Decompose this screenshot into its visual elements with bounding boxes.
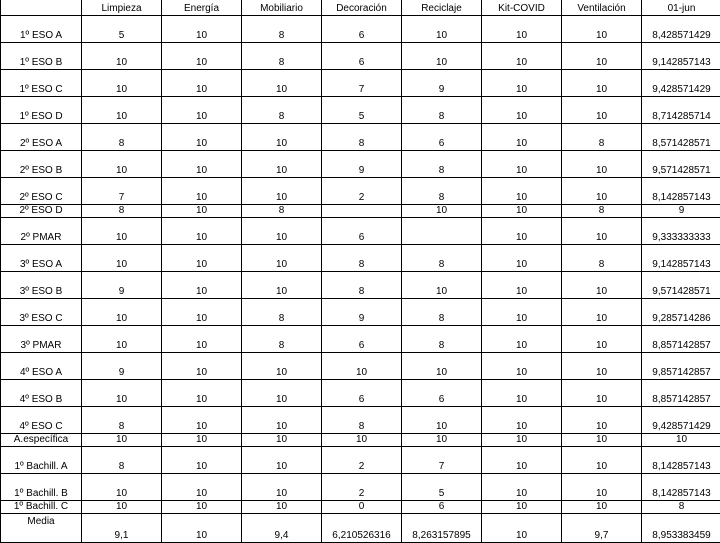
cell-reciclaje[interactable]: 8 (402, 245, 482, 272)
cell-reciclaje[interactable]: 9 (402, 70, 482, 97)
cell-ventilacion[interactable]: 10 (562, 151, 642, 178)
table-row (1, 124, 720, 151)
table-row (1, 326, 720, 353)
header-row (1, 0, 720, 16)
cell-energia[interactable]: 10 (162, 434, 242, 447)
row-label-cell[interactable]: 2º ESO B (1, 151, 82, 178)
cell-kit-covid[interactable]: 10 (482, 151, 562, 178)
cell-reciclaje[interactable]: 6 (402, 124, 482, 151)
media-cell-ventilacion[interactable]: 9,7 (562, 514, 642, 543)
table-row (1, 70, 720, 97)
cell-kit-covid[interactable]: 10 (482, 43, 562, 70)
cell-energia[interactable]: 10 (162, 245, 242, 272)
cell-limpieza[interactable]: 7 (82, 178, 162, 205)
cell-limpieza[interactable]: 10 (82, 299, 162, 326)
table-row (1, 16, 720, 43)
cell-limpieza[interactable]: 5 (82, 16, 162, 43)
cell-mobiliario[interactable]: 10 (242, 434, 322, 447)
table-row (1, 353, 720, 380)
cell-kit-covid[interactable]: 10 (482, 326, 562, 353)
cell-mobiliario[interactable]: 10 (242, 353, 322, 380)
cell-kit-covid[interactable]: 10 (482, 380, 562, 407)
cell-reciclaje[interactable]: 10 (402, 205, 482, 218)
cell-limpieza[interactable]: 9 (82, 272, 162, 299)
cell-decoracion[interactable]: 8 (322, 124, 402, 151)
media-cell-limpieza[interactable]: 9,1 (82, 514, 162, 543)
row-label-cell[interactable]: 1º Bachill. A (1, 447, 82, 474)
row-label-cell[interactable]: 1º ESO B (1, 43, 82, 70)
cell-reciclaje[interactable]: 8 (402, 178, 482, 205)
cell-mobiliario[interactable]: 8 (242, 326, 322, 353)
cell-ventilacion[interactable]: 10 (562, 407, 642, 434)
table-row (1, 407, 720, 434)
cell-nota-01-jun[interactable]: 8,857142857 (642, 380, 720, 407)
cell-limpieza[interactable]: 10 (82, 380, 162, 407)
row-label-cell[interactable]: 1º Bachill. C (1, 501, 82, 514)
cell-nota-01-jun[interactable]: 8 (642, 501, 720, 514)
cell-reciclaje[interactable]: 8 (402, 151, 482, 178)
cell-limpieza[interactable]: 10 (82, 245, 162, 272)
row-label-cell[interactable]: 4º ESO C (1, 407, 82, 434)
cell-energia[interactable]: 10 (162, 501, 242, 514)
cell-energia[interactable]: 10 (162, 16, 242, 43)
cell-reciclaje[interactable]: 6 (402, 380, 482, 407)
cell-energia[interactable]: 10 (162, 205, 242, 218)
cell-kit-covid[interactable]: 10 (482, 218, 562, 245)
cell-ventilacion[interactable]: 8 (562, 245, 642, 272)
table-row (1, 272, 720, 299)
row-label-cell[interactable]: 2º ESO D (1, 205, 82, 218)
cell-decoracion[interactable]: 6 (322, 218, 402, 245)
cell-reciclaje[interactable]: 7 (402, 447, 482, 474)
cell-kit-covid[interactable]: 10 (482, 245, 562, 272)
cell-ventilacion[interactable]: 10 (562, 16, 642, 43)
cell-energia[interactable]: 10 (162, 151, 242, 178)
cell-nota-01-jun[interactable]: 8,428571429 (642, 16, 720, 43)
cell-mobiliario[interactable]: 10 (242, 272, 322, 299)
cell-nota-01-jun[interactable]: 8,142857143 (642, 474, 720, 501)
cell-energia[interactable]: 10 (162, 70, 242, 97)
row-label-cell[interactable]: 1º ESO A (1, 16, 82, 43)
table-row (1, 178, 720, 205)
cell-decoracion[interactable]: 9 (322, 151, 402, 178)
cell-decoracion[interactable]: 8 (322, 272, 402, 299)
cell-decoracion[interactable]: 2 (322, 474, 402, 501)
media-cell-nota-01-jun[interactable]: 8,953383459 (642, 514, 720, 543)
cell-decoracion[interactable]: 0 (322, 501, 402, 514)
media-cell-energia[interactable]: 10 (162, 514, 242, 543)
cell-mobiliario[interactable]: 8 (242, 43, 322, 70)
cell-ventilacion[interactable]: 10 (562, 272, 642, 299)
cell-limpieza[interactable]: 10 (82, 501, 162, 514)
row-label-cell[interactable]: 3º PMAR (1, 326, 82, 353)
header-cell-decoracion[interactable]: Decoración (322, 0, 402, 16)
media-cell-mobiliario[interactable]: 9,4 (242, 514, 322, 543)
cell-nota-01-jun[interactable]: 8,714285714 (642, 97, 720, 124)
cell-mobiliario[interactable]: 10 (242, 474, 322, 501)
cell-reciclaje[interactable]: 6 (402, 501, 482, 514)
row-label-cell[interactable]: 1º ESO C (1, 70, 82, 97)
cell-kit-covid[interactable]: 10 (482, 97, 562, 124)
cell-nota-01-jun[interactable]: 8,857142857 (642, 326, 720, 353)
table-row (1, 218, 720, 245)
row-label-cell[interactable]: 4º ESO A (1, 353, 82, 380)
cell-energia[interactable]: 10 (162, 218, 242, 245)
header-cell-nota-01-jun[interactable]: 01-jun (642, 0, 720, 16)
cell-energia[interactable]: 10 (162, 407, 242, 434)
header-cell-row-label[interactable] (1, 0, 82, 16)
cell-reciclaje[interactable]: 10 (402, 272, 482, 299)
cell-mobiliario[interactable]: 10 (242, 218, 322, 245)
cell-reciclaje[interactable]: 8 (402, 299, 482, 326)
table-row (1, 245, 720, 272)
cell-limpieza[interactable]: 10 (82, 70, 162, 97)
cell-limpieza[interactable]: 9 (82, 353, 162, 380)
row-label-cell[interactable]: 3º ESO A (1, 245, 82, 272)
cell-nota-01-jun[interactable]: 9,571428571 (642, 151, 720, 178)
cell-ventilacion[interactable]: 10 (562, 97, 642, 124)
cell-ventilacion[interactable]: 10 (562, 218, 642, 245)
cell-energia[interactable]: 10 (162, 124, 242, 151)
cell-kit-covid[interactable]: 10 (482, 501, 562, 514)
cell-limpieza[interactable]: 10 (82, 151, 162, 178)
table-row (1, 151, 720, 178)
media-cell-kit-covid[interactable]: 10 (482, 514, 562, 543)
row-label-cell[interactable]: 1º ESO D (1, 97, 82, 124)
table-row (1, 380, 720, 407)
cell-nota-01-jun[interactable]: 9,285714286 (642, 299, 720, 326)
media-label-cell[interactable]: Media (1, 514, 82, 543)
cell-kit-covid[interactable]: 10 (482, 299, 562, 326)
header-cell-limpieza[interactable]: Limpieza (82, 0, 162, 16)
cell-mobiliario[interactable]: 10 (242, 151, 322, 178)
cell-nota-01-jun[interactable]: 9,428571429 (642, 70, 720, 97)
cell-decoracion[interactable] (322, 205, 402, 218)
row-label-cell[interactable]: A.específica (1, 434, 82, 447)
cell-nota-01-jun[interactable]: 9,428571429 (642, 407, 720, 434)
cell-energia[interactable]: 10 (162, 326, 242, 353)
cell-nota-01-jun[interactable]: 9,571428571 (642, 272, 720, 299)
cell-nota-01-jun[interactable]: 10 (642, 434, 720, 447)
cell-decoracion[interactable]: 6 (322, 43, 402, 70)
cell-ventilacion[interactable]: 8 (562, 205, 642, 218)
cell-energia[interactable]: 10 (162, 474, 242, 501)
cell-energia[interactable]: 10 (162, 447, 242, 474)
cell-mobiliario[interactable]: 10 (242, 245, 322, 272)
cell-limpieza[interactable]: 8 (82, 124, 162, 151)
table-row (1, 205, 720, 218)
cell-mobiliario[interactable]: 8 (242, 205, 322, 218)
cell-mobiliario[interactable]: 10 (242, 178, 322, 205)
cell-ventilacion[interactable]: 10 (562, 380, 642, 407)
cell-kit-covid[interactable]: 10 (482, 124, 562, 151)
cell-ventilacion[interactable]: 10 (562, 178, 642, 205)
cell-decoracion[interactable]: 10 (322, 353, 402, 380)
cell-ventilacion[interactable]: 10 (562, 353, 642, 380)
row-label-cell[interactable]: 4º ESO B (1, 380, 82, 407)
cell-decoracion[interactable]: 8 (322, 407, 402, 434)
table-row (1, 434, 720, 447)
cell-reciclaje[interactable]: 10 (402, 16, 482, 43)
cell-ventilacion[interactable]: 10 (562, 434, 642, 447)
cell-nota-01-jun[interactable]: 9 (642, 205, 720, 218)
cell-energia[interactable]: 10 (162, 272, 242, 299)
cell-mobiliario[interactable]: 10 (242, 447, 322, 474)
cell-reciclaje[interactable]: 8 (402, 326, 482, 353)
cell-kit-covid[interactable]: 10 (482, 178, 562, 205)
cell-decoracion[interactable]: 6 (322, 16, 402, 43)
cell-decoracion[interactable]: 2 (322, 178, 402, 205)
row-label-cell[interactable]: 3º ESO C (1, 299, 82, 326)
cell-mobiliario[interactable]: 10 (242, 124, 322, 151)
cell-decoracion[interactable]: 7 (322, 70, 402, 97)
cell-nota-01-jun[interactable]: 9,142857143 (642, 245, 720, 272)
cell-mobiliario[interactable]: 8 (242, 299, 322, 326)
cell-limpieza[interactable]: 10 (82, 434, 162, 447)
cell-ventilacion[interactable]: 10 (562, 299, 642, 326)
cell-mobiliario[interactable]: 8 (242, 97, 322, 124)
cell-reciclaje[interactable]: 10 (402, 43, 482, 70)
cell-kit-covid[interactable]: 10 (482, 205, 562, 218)
cell-mobiliario[interactable]: 10 (242, 380, 322, 407)
cell-decoracion[interactable]: 8 (322, 245, 402, 272)
table-row (1, 97, 720, 124)
table-row (1, 447, 720, 474)
cell-decoracion[interactable]: 10 (322, 434, 402, 447)
row-label-cell[interactable]: 2º ESO A (1, 124, 82, 151)
cell-mobiliario[interactable]: 10 (242, 70, 322, 97)
cell-nota-01-jun[interactable]: 9,857142857 (642, 353, 720, 380)
table-row (1, 299, 720, 326)
row-label-cell[interactable]: 2º ESO C (1, 178, 82, 205)
cell-kit-covid[interactable]: 10 (482, 272, 562, 299)
cell-reciclaje[interactable]: 10 (402, 434, 482, 447)
cell-decoracion[interactable]: 6 (322, 380, 402, 407)
cell-ventilacion[interactable]: 10 (562, 326, 642, 353)
cell-energia[interactable]: 10 (162, 97, 242, 124)
cell-limpieza[interactable]: 10 (82, 218, 162, 245)
cell-energia[interactable]: 10 (162, 299, 242, 326)
cell-energia[interactable]: 10 (162, 353, 242, 380)
cell-ventilacion[interactable]: 10 (562, 474, 642, 501)
cell-kit-covid[interactable]: 10 (482, 447, 562, 474)
cell-limpieza[interactable]: 10 (82, 326, 162, 353)
cell-limpieza[interactable]: 8 (82, 407, 162, 434)
cell-ventilacion[interactable]: 8 (562, 124, 642, 151)
cell-energia[interactable]: 10 (162, 43, 242, 70)
cell-ventilacion[interactable]: 10 (562, 447, 642, 474)
table-row (1, 474, 720, 501)
cell-kit-covid[interactable]: 10 (482, 16, 562, 43)
cell-reciclaje[interactable]: 10 (402, 353, 482, 380)
cell-ventilacion[interactable]: 10 (562, 43, 642, 70)
cell-decoracion[interactable]: 6 (322, 326, 402, 353)
cell-energia[interactable]: 10 (162, 178, 242, 205)
row-label-cell[interactable]: 2º PMAR (1, 218, 82, 245)
table-row (1, 501, 720, 514)
row-label-cell[interactable]: 1º Bachill. B (1, 474, 82, 501)
header-cell-mobiliario[interactable]: Mobiliario (242, 0, 322, 16)
cell-limpieza[interactable]: 10 (82, 474, 162, 501)
cell-reciclaje[interactable]: 5 (402, 474, 482, 501)
cell-decoracion[interactable]: 2 (322, 447, 402, 474)
cell-nota-01-jun[interactable]: 9,333333333 (642, 218, 720, 245)
table-row (1, 43, 720, 70)
cell-mobiliario[interactable]: 8 (242, 16, 322, 43)
cell-limpieza[interactable]: 8 (82, 447, 162, 474)
cell-nota-01-jun[interactable]: 8,142857143 (642, 178, 720, 205)
row-label-cell[interactable]: 3º ESO B (1, 272, 82, 299)
cell-nota-01-jun[interactable]: 8,142857143 (642, 447, 720, 474)
cell-decoracion[interactable]: 9 (322, 299, 402, 326)
media-cell-reciclaje[interactable]: 8,263157895 (402, 514, 482, 543)
cell-kit-covid[interactable]: 10 (482, 407, 562, 434)
cell-limpieza[interactable]: 10 (82, 97, 162, 124)
header-cell-reciclaje[interactable]: Reciclaje (402, 0, 482, 16)
cell-nota-01-jun[interactable]: 8,571428571 (642, 124, 720, 151)
header-cell-energia[interactable]: Energía (162, 0, 242, 16)
cell-energia[interactable]: 10 (162, 380, 242, 407)
cell-reciclaje[interactable] (402, 218, 482, 245)
cell-kit-covid[interactable]: 10 (482, 70, 562, 97)
cell-nota-01-jun[interactable]: 9,142857143 (642, 43, 720, 70)
cell-kit-covid[interactable]: 10 (482, 474, 562, 501)
cell-ventilacion[interactable]: 10 (562, 501, 642, 514)
cell-decoracion[interactable]: 5 (322, 97, 402, 124)
cell-kit-covid[interactable]: 10 (482, 434, 562, 447)
header-cell-ventilacion[interactable]: Ventilación (562, 0, 642, 16)
media-row (1, 514, 720, 543)
cell-limpieza[interactable]: 8 (82, 205, 162, 218)
media-cell-decoracion[interactable]: 6,210526316 (322, 514, 402, 543)
cell-reciclaje[interactable]: 10 (402, 407, 482, 434)
cell-mobiliario[interactable]: 10 (242, 501, 322, 514)
cell-limpieza[interactable]: 10 (82, 43, 162, 70)
cell-ventilacion[interactable]: 10 (562, 70, 642, 97)
header-cell-kit-covid[interactable]: Kit-COVID (482, 0, 562, 16)
cell-mobiliario[interactable]: 10 (242, 407, 322, 434)
cell-reciclaje[interactable]: 8 (402, 97, 482, 124)
cell-kit-covid[interactable]: 10 (482, 353, 562, 380)
